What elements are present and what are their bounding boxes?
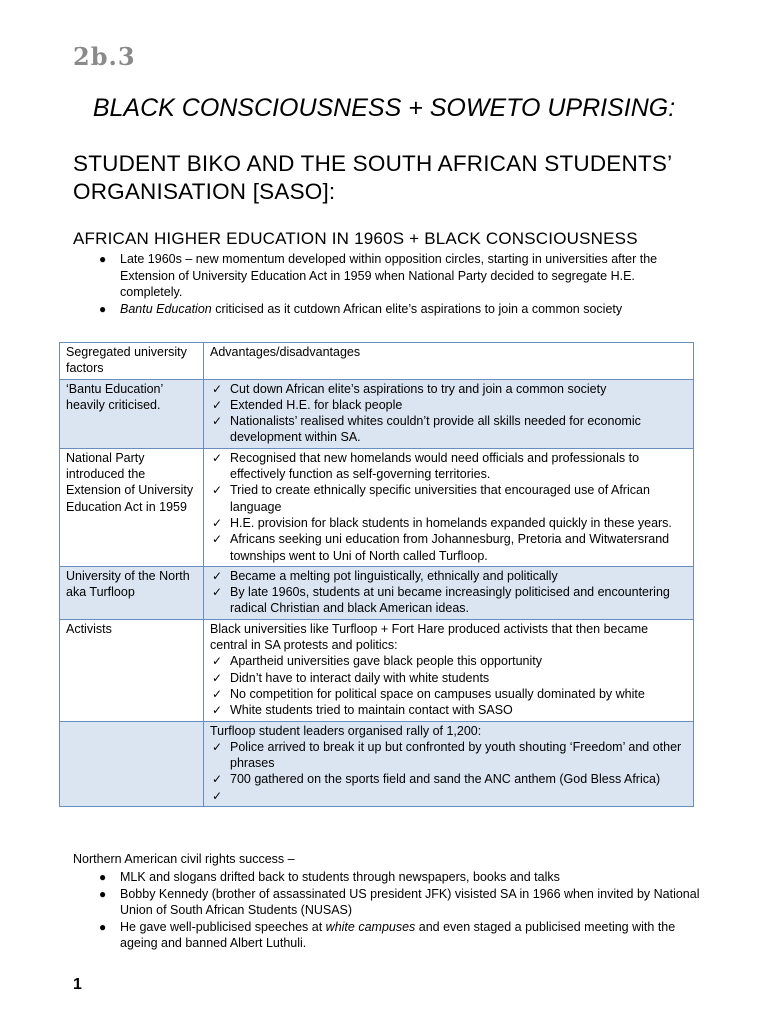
check-item [210, 670, 688, 686]
check-item [210, 531, 688, 564]
outro-bullet-list [94, 869, 704, 952]
outro-heading: Northern American civil rights success – [73, 852, 295, 866]
checkmark-icon: ✓ [212, 450, 223, 465]
check-item [210, 413, 688, 446]
list-item [94, 301, 700, 318]
check-item-text: Africans seeking uni education from Johannesburg, Pretoria and Witwatersrand townships went to Uni of North called Turfloop. [230, 532, 670, 563]
list-item [94, 251, 700, 301]
factors-table [59, 342, 694, 807]
check-item-text: No competition for political space on campuses usually dominated by white [230, 686, 645, 701]
factor-cell: National Party introduced the Extension of University Education Act in 1959 [60, 448, 204, 566]
table-header-row [60, 343, 694, 380]
bullet-icon: ● [99, 252, 107, 266]
check-item-text: By late 1960s, students at uni became increasingly politicised and encountering radical Christian and black American ideas. [230, 585, 670, 616]
check-item-text: Recognised that new homelands would need officials and professionals to effectively function as self-governing territories. [230, 450, 640, 482]
checkmark-icon: ✓ [212, 788, 223, 803]
checkmark-icon: ✓ [212, 585, 223, 600]
details-lead-text: Black universities like Turfloop + Fort Hare produced activists that then became central in SA protests and politics: [210, 621, 649, 653]
table-row [60, 721, 694, 806]
list-item [94, 886, 704, 919]
table-header-cell: Segregated university factors [60, 343, 204, 380]
check-item [210, 702, 688, 718]
details-cell [204, 566, 694, 619]
check-item [210, 788, 688, 804]
table-row [60, 379, 694, 448]
details-cell [204, 721, 694, 806]
list-item-text: He gave well-publicised speeches at [120, 919, 326, 934]
table-row [60, 619, 694, 721]
check-item [210, 771, 688, 787]
check-item [210, 686, 688, 702]
list-item [94, 869, 704, 886]
details-cell [204, 448, 694, 566]
factor-cell: ‘Bantu Education’ heavily criticised. [60, 379, 204, 448]
factor-cell [60, 721, 204, 806]
check-item-text: Extended H.E. for black people [230, 397, 403, 412]
list-item-emphasis: white campuses [325, 919, 416, 934]
check-item [210, 653, 688, 669]
checkmark-icon: ✓ [212, 654, 223, 669]
checkmark-icon: ✓ [212, 568, 223, 583]
bullet-icon: ● [99, 919, 107, 934]
check-item-text: Tried to create ethnically specific universities that encouraged use of African language [230, 483, 650, 514]
details-cell [204, 379, 694, 448]
checkmark-icon: ✓ [212, 772, 223, 787]
checkmark-icon: ✓ [212, 515, 223, 530]
details-cell [204, 619, 694, 721]
checkmark-icon: ✓ [212, 483, 223, 498]
check-item-text: H.E. provision for black students in homelands expanded quickly in these years. [230, 515, 672, 530]
list-item [94, 919, 704, 952]
check-item-text: Nationalists’ realised whites couldn’t provide all skills needed for economic development within SA. [230, 414, 641, 445]
table-header-cell: Advantages/disadvantages [204, 343, 694, 380]
checklist [210, 739, 688, 804]
checkmark-icon: ✓ [212, 397, 223, 412]
checklist [210, 381, 688, 446]
check-item [210, 397, 688, 413]
check-item [210, 450, 688, 483]
factor-cell: Activists [60, 619, 204, 721]
bullet-icon: ● [99, 870, 107, 884]
bullet-icon: ● [99, 886, 107, 901]
checkmark-icon: ✓ [212, 414, 223, 429]
table-row [60, 448, 694, 566]
checkmark-icon: ✓ [212, 686, 223, 701]
check-item-text: Didn’t have to interact daily with white students [230, 670, 490, 685]
document-code: 2b.3 [73, 42, 136, 71]
check-item [210, 482, 688, 515]
factor-cell: University of the North aka Turfloop [60, 566, 204, 619]
check-item [210, 515, 688, 531]
list-item-text: criticised as it cutdown African elite’s aspirations to join a common society [215, 301, 623, 316]
page-subtitle: STUDENT BIKO AND THE SOUTH AFRICAN STUDENTS’ ORGANISATION [SASO]: [73, 151, 672, 204]
list-item-text: Bobby Kennedy (brother of assassinated US president JFK) visisted SA in 1966 when invited by National Union of South African Students (NUSAS) [120, 886, 700, 917]
page-number: 1 [73, 976, 82, 993]
check-item-text: Apartheid universities gave black people this opportunity [230, 654, 542, 669]
check-item-text: Became a melting pot linguistically, ethnically and politically [230, 568, 558, 583]
list-item-text: and even staged a publicised meeting with the ageing and banned Albert Luthuli. [120, 919, 676, 950]
page-title: BLACK CONSCIOUSNESS + SOWETO UPRISING: [92, 94, 676, 122]
check-item-text: 700 gathered on the sports field and sand the ANC anthem (God Bless Africa) [230, 772, 661, 787]
list-item-text: MLK and slogans drifted back to students through newspapers, books and talks [120, 870, 560, 884]
check-item-text: White students tried to maintain contact with SASO [230, 703, 513, 718]
bullet-icon: ● [99, 301, 107, 316]
check-item [210, 584, 688, 617]
table-row [60, 566, 694, 619]
section-heading: AFRICAN HIGHER EDUCATION IN 1960S + BLACK CONSCIOUSNESS [73, 229, 638, 248]
check-item [210, 381, 688, 397]
list-item-emphasis: Bantu Education [120, 301, 212, 316]
checklist [210, 568, 688, 617]
details-lead-text: Turfloop student leaders organised rally of 1,200: [210, 723, 482, 738]
check-item-text: Police arrived to break it up but confronted by youth shouting ‘Freedom’ and other phrases [230, 739, 682, 771]
checkmark-icon: ✓ [212, 703, 223, 718]
checklist [210, 450, 688, 564]
check-item [210, 739, 688, 772]
checkmark-icon: ✓ [212, 670, 223, 685]
check-item-text: Cut down African elite’s aspirations to try and join a common society [230, 381, 607, 396]
checkmark-icon: ✓ [212, 381, 223, 396]
checkmark-icon: ✓ [212, 532, 223, 547]
check-item [210, 568, 688, 584]
intro-bullet-list [94, 251, 700, 317]
checkmark-icon: ✓ [212, 739, 223, 754]
list-item-text: Late 1960s – new momentum developed within opposition circles, starting in universities after the Extension of University Education Act in 1959 when National Party decided to segregate H.E. completely. [120, 252, 658, 299]
checklist [210, 653, 688, 718]
